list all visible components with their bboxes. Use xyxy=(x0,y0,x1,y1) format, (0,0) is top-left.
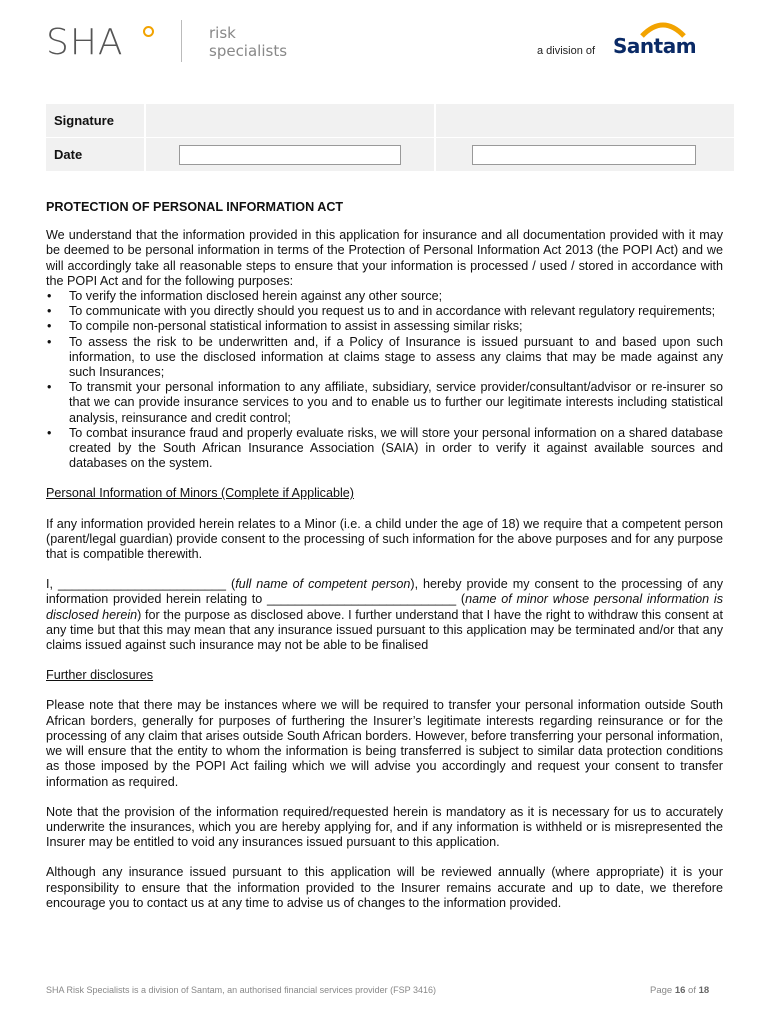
brand-tagline xyxy=(209,24,287,60)
list-item: • To verify the information disclosed herein against any other source; xyxy=(47,289,443,304)
further-disclosures-heading: Further disclosures xyxy=(46,668,154,683)
sha-logo-text: SHA xyxy=(46,22,124,63)
intro-paragraph: We understand that the information provided in this application for insurance and all documentation provided with it may be deemed to be personal information in terms of the Protection of Personal Information Act 2013 (the POPI Act) and we will accordingly take all reasonable steps to ensure that your information is processed / used / stored in accordance with the POPI Act and for the following purposes: xyxy=(46,228,723,288)
list-item: • To compile non-personal statistical information to assist in assessing similar risks; xyxy=(47,319,523,334)
minors-paragraph: If any information provided herein relates to a Minor (i.e. a child under the age of 18) we require that a competent person (parent/legal guardian) provide consent to the processing of such information for the above purposes and for any purpose that is compatible therewith. xyxy=(46,516,723,562)
consent-paragraph: I, ________________________ (full name of competent person), hereby provide my consent to the processing of any information provided herein relating to ___________________________ (name of minor whose personal information is disclosed herein) for the purpose as disclosed above. I further understand that I have the right to withdraw this consent at any time but that this may mean that any insurance issued pursuant to this application may be terminated and/or that any claims issued against such insurance may not be able to be finalised xyxy=(46,577,723,653)
date-cell-1 xyxy=(144,138,434,171)
transfer-paragraph: Please note that there may be instances where we will be required to transfer your personal information outside South African borders, generally for purposes of furthering the Insurer’s legitimate interests regarding reinsurance or for the processing of any claim that arises outside South African borders. However, before transferring your personal information, we will ensure that the entity to whom the information is being transferred is subject to similar data protection conditions as those imposed by the POPI Act failing which we will advise you accordingly and request your consent to transfer information as required. xyxy=(46,698,723,789)
bullet-icon: • xyxy=(47,425,52,440)
list-item: • To assess the risk to be underwritten and, if a Policy of Insurance is issued pursuant to and based upon such information, to use the disclosed information at claims stage to assess any claims that may be made against any such Insurances; xyxy=(47,334,723,380)
sha-logo xyxy=(46,22,124,63)
brand-line-2: specialists xyxy=(209,42,288,60)
bullet-icon: • xyxy=(47,289,52,304)
bullet-icon: • xyxy=(47,334,52,349)
date-field-1[interactable] xyxy=(179,145,401,165)
footer-disclaimer: SHA Risk Specialists is a division of Santam, an authorised financial services provider (FSP 3416) xyxy=(46,985,437,995)
signature-row xyxy=(46,104,734,138)
signature-field-2[interactable] xyxy=(434,104,734,137)
sha-logo-degree-icon xyxy=(143,26,154,37)
date-field-2[interactable] xyxy=(472,145,696,165)
date-cell-2 xyxy=(434,138,734,171)
purposes-list xyxy=(46,289,723,471)
santam-logo: Santam xyxy=(613,34,697,58)
page-header xyxy=(0,0,770,80)
signature-label: Signature xyxy=(54,113,114,128)
signature-field-1[interactable] xyxy=(144,104,434,137)
list-item: • To communicate with you directly should you request us to and in accordance with relevant regulatory requirements; xyxy=(47,304,716,319)
section-title: PROTECTION OF PERSONAL INFORMATION ACT xyxy=(46,200,344,214)
division-text: a division of xyxy=(537,45,596,57)
bullet-icon: • xyxy=(47,319,52,334)
mandatory-paragraph: Note that the provision of the information required/requested herein is mandatory as it is necessary for us to accurately underwrite the insurances, which you are hereby applying for, and if any information is withheld or is misrepresented the Insurer may be entitled to void any insurances issued pursuant to this application. xyxy=(46,804,723,850)
document-body xyxy=(46,200,723,911)
logo-divider xyxy=(181,20,182,62)
list-item: • To transmit your personal information to any affiliate, subsidiary, service provider/consultant/advisor or re-insurer so that we can provide insurance services to you and to enable us to further our legitimate interests including statistical analysis, reinsurance and credit control; xyxy=(47,380,723,425)
signature-table xyxy=(46,104,734,172)
list-item: • To combat insurance fraud and properly evaluate risks, we will store your personal information on a shared database created by the South African Insurance Association (SAIA) in order to verify it against available sources and databases on the system. xyxy=(47,425,723,471)
bullet-icon: • xyxy=(47,380,52,395)
date-label: Date xyxy=(54,147,83,162)
brand-line-1: risk xyxy=(209,24,236,42)
date-row xyxy=(46,138,734,172)
page-number: Page 16 of 18 xyxy=(650,985,710,996)
bullet-icon: • xyxy=(47,304,52,319)
review-paragraph: Although any insurance issued pursuant to this application will be reviewed annually (where appropriate) it is your responsibility to ensure that the information provided to the Insurer remains accurate and up to date, we therefore encourage you to contact us at any time to advise us of changes to the information provided. xyxy=(46,865,723,910)
minors-heading: Personal Information of Minors (Complete if Applicable) xyxy=(46,486,354,501)
